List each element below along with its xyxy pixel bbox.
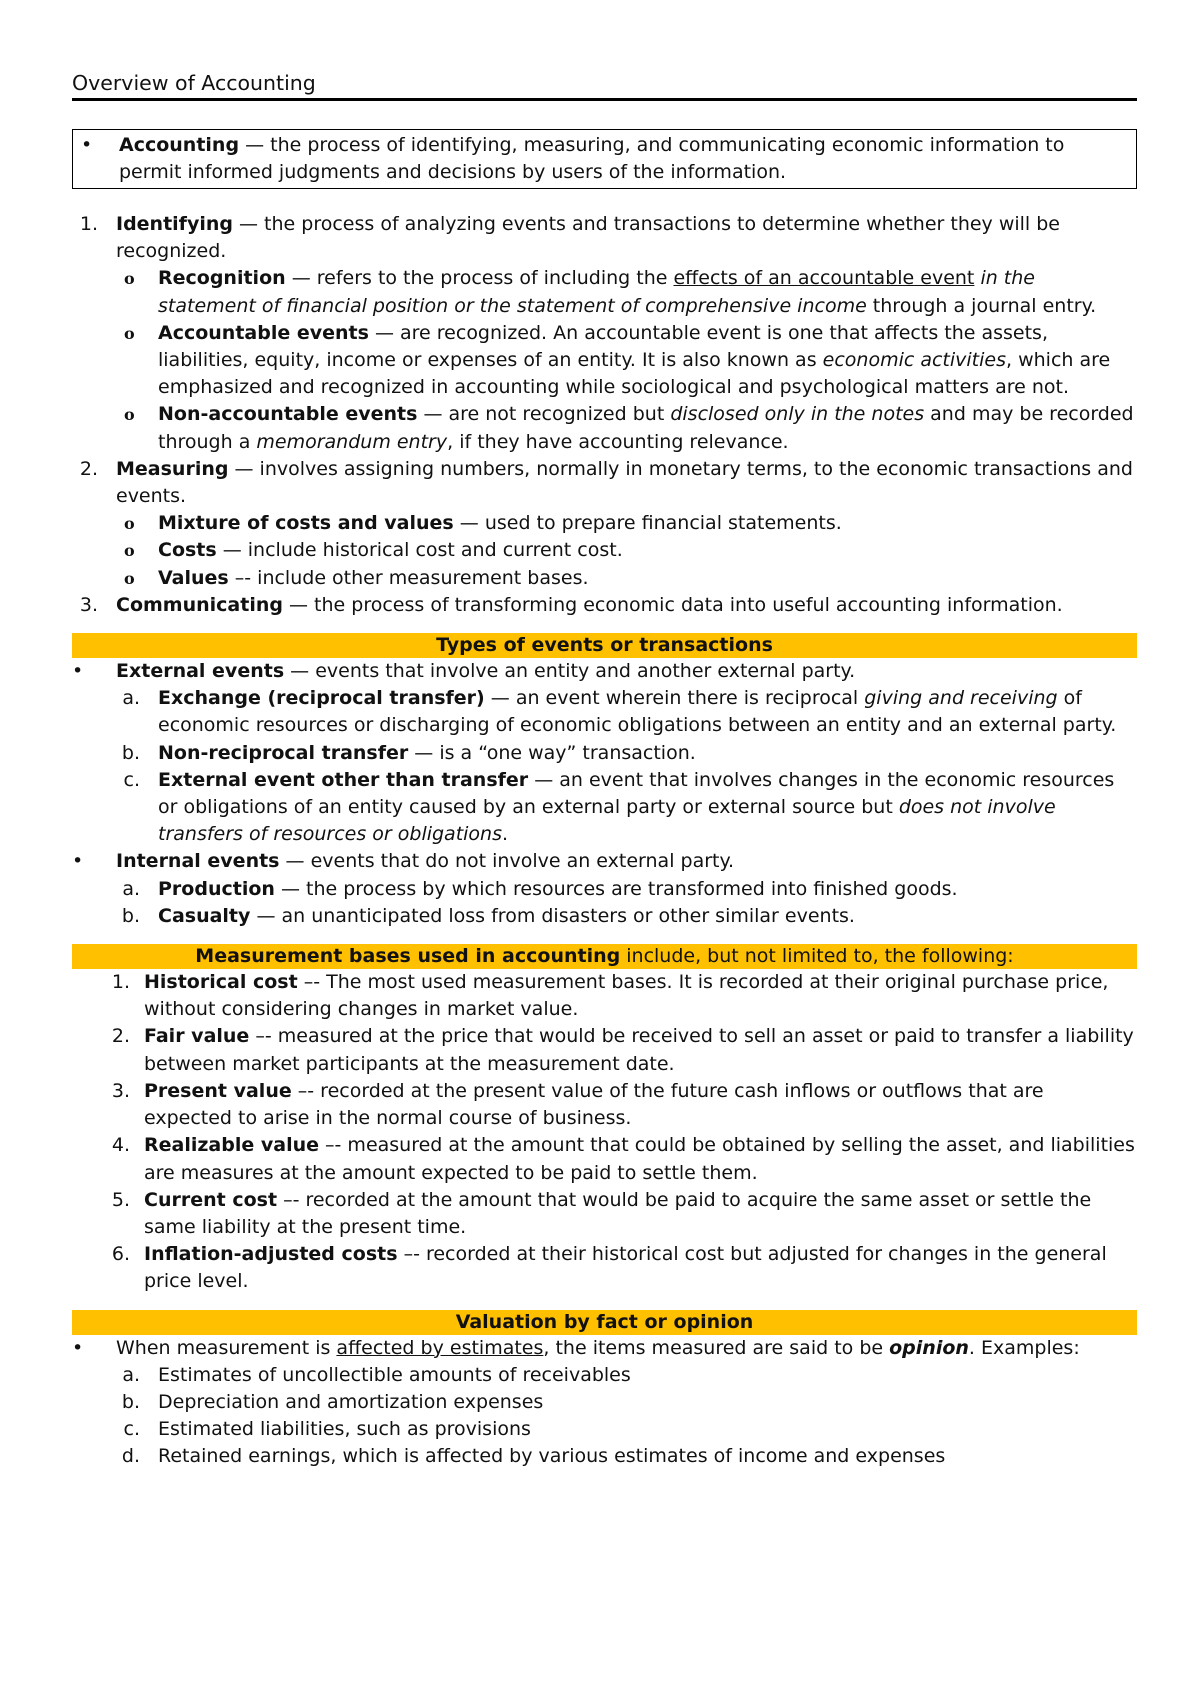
item-term: Recognition	[158, 267, 286, 290]
item-term: Inflation-adjusted costs	[144, 1243, 398, 1266]
sub-letter: b.	[121, 741, 140, 764]
item-term: Casualty	[158, 904, 251, 927]
list-number: 4.	[111, 1134, 130, 1157]
list-item-identifying	[72, 211, 1137, 265]
item-text: –- The most used measurement bases. It is recorded at their original purchase price, without considering changes in market value.	[144, 971, 1109, 1021]
sub-item-external-other	[72, 767, 1137, 849]
item-text: Retained earnings, which is affected by various estimates of income and expenses	[158, 1445, 946, 1468]
sub-item-exchange	[72, 685, 1137, 739]
document-page	[72, 68, 1137, 1471]
item-term: Exchange (reciprocal transfer)	[158, 687, 485, 710]
item-term: Communicating	[116, 593, 283, 616]
item-text: , which are emphasized and recognized in accounting while sociological and psychological matters are not.	[158, 349, 1111, 399]
item-term: Accountable events	[158, 321, 369, 344]
sub-item-non-accountable-events	[72, 401, 1137, 455]
measurement-item-4	[72, 1132, 1137, 1186]
item-text: — include historical cost and current cost.	[216, 539, 623, 562]
definition-box	[72, 129, 1137, 189]
item-term: Costs	[158, 539, 217, 562]
sub-marker: o	[124, 514, 135, 534]
sub-letter: a.	[122, 1363, 140, 1386]
sub-letter: a.	[122, 687, 140, 710]
item-text: –- measured at the amount that could be obtained by selling the asset, and liabilities are measures at the amount expected to be paid to settle them.	[144, 1134, 1135, 1184]
item-italic: giving and receiving	[864, 687, 1058, 710]
item-text: and may be recorded through a	[158, 403, 1134, 453]
sub-letter: d.	[121, 1445, 140, 1468]
section-header-measurement	[72, 944, 1137, 969]
measurement-item-6	[72, 1241, 1137, 1295]
item-text: –- measured at the price that would be received to sell an asset or paid to transfer a liability between market participants at the measurement date.	[144, 1025, 1134, 1075]
list-number: 6.	[111, 1243, 130, 1266]
sub-item-mixture	[72, 510, 1137, 537]
item-text: –- recorded at the present value of the future cash inflows or outflows that are expected to arise in the normal course of business.	[144, 1079, 1044, 1130]
item-text: –- recorded at their historical cost but adjusted for changes in the general price level.	[144, 1243, 1107, 1293]
sub-letter: a.	[122, 877, 140, 900]
item-text: Estimates of uncollectible amounts of receivables	[158, 1363, 631, 1386]
header-bold: Measurement bases used in accounting	[195, 945, 621, 968]
list-item-external-events	[72, 658, 1137, 685]
item-text: — events that do not involve an external party.	[279, 850, 735, 873]
item-term: Non-reciprocal transfer	[158, 741, 409, 764]
item-italic: does not involve transfers of resources or obligations	[158, 796, 1056, 846]
item-text: –- include other measurement bases.	[228, 566, 589, 589]
item-term: Present value	[144, 1079, 292, 1102]
item-text: — are not recognized but	[417, 403, 671, 426]
item-text: , if they have accounting relevance.	[447, 430, 789, 453]
item-text: — an event wherein there is reciprocal	[484, 687, 865, 710]
list-number: 1.	[111, 971, 130, 994]
sub-marker: o	[124, 541, 135, 561]
measurement-item-3	[72, 1078, 1137, 1132]
sub-item-non-reciprocal	[72, 740, 1137, 767]
item-text: — are recognized. An accountable event is one that affects the assets, liabilities, equity, income or expenses of an entity. It is also known as	[158, 321, 1048, 372]
list-item-internal-events	[72, 848, 1137, 875]
measurement-item-5	[72, 1187, 1137, 1241]
item-text: . Examples:	[968, 1336, 1080, 1359]
item-text: — refers to the process of including the	[285, 267, 674, 290]
bullet-marker: •	[72, 660, 84, 683]
item-term: External event other than transfer	[158, 768, 529, 791]
sub-marker: o	[124, 323, 135, 343]
bullet-marker: •	[72, 1336, 84, 1359]
item-term: Identifying	[116, 213, 233, 235]
item-text: , the items measured are said to be	[543, 1336, 890, 1359]
sub-item-production	[72, 876, 1137, 903]
measurement-item-1	[72, 969, 1137, 1023]
sub-marker: o	[124, 568, 135, 588]
page-title: Overview of Accounting	[72, 68, 1137, 101]
list-number: 3.	[79, 593, 98, 616]
list-number: 2.	[79, 457, 98, 480]
list-item-communicating	[72, 592, 1137, 619]
sub-item-accountable-events	[72, 320, 1137, 402]
item-text: — the process of analyzing events and transactions to determine whether they will be recognized.	[116, 213, 1060, 263]
sub-item-values	[72, 565, 1137, 592]
item-text: — events that involve an entity and another external party.	[284, 660, 856, 683]
item-term: Historical cost	[144, 971, 298, 994]
item-term: Production	[158, 877, 275, 900]
example-item-a	[72, 1362, 1137, 1389]
item-underline: effects of an accountable event	[673, 267, 975, 290]
item-term: Measuring	[116, 457, 229, 480]
item-text: — the process by which resources are transformed into finished goods.	[274, 877, 958, 900]
sub-item-costs	[72, 537, 1137, 564]
header-rest: include, but not limited to, the following:	[620, 945, 1014, 968]
sub-marker: o	[124, 405, 135, 425]
item-text: –- recorded at the amount that would be paid to acquire the same asset or settle the same liability at the present time.	[144, 1188, 1092, 1238]
sub-letter: b.	[121, 904, 140, 927]
item-text: .	[502, 823, 509, 846]
item-term: Current cost	[144, 1188, 278, 1211]
example-item-d	[72, 1443, 1137, 1470]
sub-item-casualty	[72, 903, 1137, 930]
item-term: Values	[158, 566, 229, 589]
item-text: — an unanticipated loss from disasters or other similar events.	[250, 904, 855, 927]
sub-letter: b.	[121, 1390, 140, 1413]
item-term: Non-accountable events	[158, 403, 418, 426]
item-bold-italic: opinion	[889, 1336, 969, 1359]
item-italic: in the statement of financial position or the statement of comprehensive income	[158, 267, 1035, 317]
section-header-valuation: Valuation by fact or opinion	[72, 1310, 1137, 1335]
list-item-valuation	[72, 1335, 1137, 1362]
item-term: Mixture of costs and values	[158, 512, 454, 535]
section-header-events: Types of events or transactions	[72, 633, 1137, 658]
item-text: — is a “one way” transaction.	[408, 741, 696, 764]
item-term: External events	[116, 660, 285, 683]
list-number: 3.	[111, 1079, 130, 1102]
example-item-b	[72, 1389, 1137, 1416]
item-text: of economic resources or discharging of economic obligations between an entity and an external party.	[158, 687, 1117, 737]
item-text: — the process of transforming economic data into useful accounting information.	[282, 593, 1063, 616]
item-text: — an event that involves changes in the economic resources or obligations of an entity caused by an external party or external source but	[158, 768, 1115, 819]
item-term: Realizable value	[144, 1134, 319, 1157]
item-italic: disclosed only in the notes	[670, 403, 925, 426]
item-term: Fair value	[144, 1025, 250, 1048]
item-underline: affected by estimates	[336, 1336, 544, 1359]
measurement-item-2	[72, 1023, 1137, 1077]
item-text: Estimated liabilities, such as provisions	[158, 1418, 531, 1441]
list-number: 1.	[79, 213, 98, 235]
list-number: 5.	[111, 1188, 130, 1211]
item-text: Depreciation and amortization expenses	[158, 1390, 544, 1413]
bullet-marker: •	[72, 850, 84, 873]
bullet-marker: •	[81, 134, 93, 156]
item-text: — used to prepare financial statements.	[453, 512, 842, 535]
sub-marker: o	[124, 269, 135, 289]
list-number: 2.	[111, 1025, 130, 1048]
item-italic: memorandum entry	[256, 430, 448, 453]
item-text: — involves assigning numbers, normally in monetary terms, to the economic transactions and events.	[116, 457, 1133, 508]
definition-term: Accounting	[119, 134, 240, 156]
item-italic: economic activities	[822, 349, 1006, 372]
list-item-measuring	[72, 456, 1137, 510]
item-term: Internal events	[116, 850, 280, 873]
item-text: When measurement is	[116, 1336, 337, 1359]
sub-letter: c.	[123, 768, 140, 791]
example-item-c	[72, 1416, 1137, 1443]
definition-text: — the process of identifying, measuring, and communicating economic information to permit informed judgments and decisions by users of the information.	[119, 134, 1065, 183]
item-text: through a journal entry.	[866, 294, 1097, 317]
sub-item-recognition	[72, 265, 1137, 319]
sub-letter: c.	[123, 1418, 140, 1441]
